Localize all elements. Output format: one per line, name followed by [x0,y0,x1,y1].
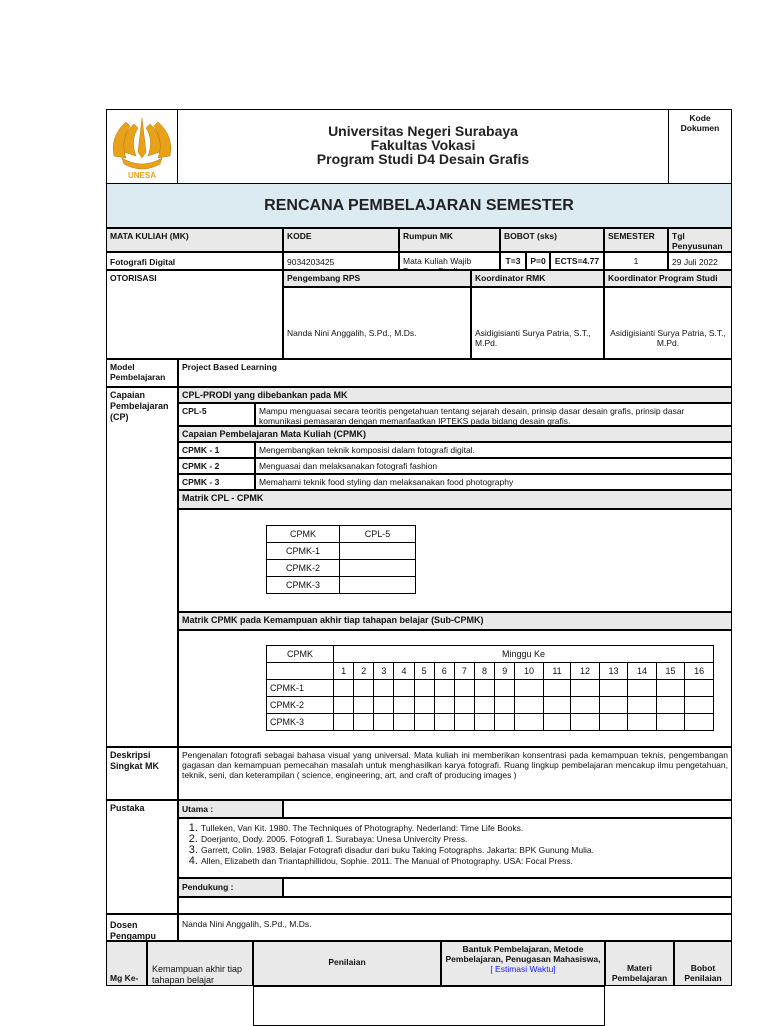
matrik-sub-row: CPMK-3 [267,714,334,731]
cpmk-code: CPMK - 2 [178,458,255,474]
cpmk-header: Capaian Pembelajaran Mata Kuliah (CPMK) [178,426,732,442]
matrik-sub-cpmk-label: CPMK [267,646,334,663]
matrik-cpl-table [266,525,416,594]
week-number: 2 [354,663,374,680]
bobot-penilaian-header: Bobot Penilaian [674,941,732,986]
course-semester: 1 [604,252,668,270]
matrik-cpl-head: CPL-5 [340,526,416,543]
semester-header: SEMESTER [604,228,668,252]
otorisasi-label: OTORISASI [106,270,283,359]
reference-item: 2. Doerjanto, Dody. 2005. Fotografi 1. Surabaya: Unesa Univercity Press. [201,834,731,845]
kaprodi-label: Koordinator Program Studi [604,270,732,287]
university-name: Universitas Negeri Surabaya [328,123,518,139]
bobot-p: P=0 [526,252,550,270]
reference-item: 3. Garrett, Colin. 1983. Belajar Fotografi disadur dari buku Taking Fotographs. Jakarta: BPK Gunung Mulia. [201,845,731,856]
svg-text:UNESA: UNESA [127,171,157,180]
bantuk-text: Bantuk Pembelajaran, Metode Pembelajaran, Penugasan Mahasiswa, [445,944,601,964]
week-number: 14 [628,663,657,680]
kemampuan-header: Kemampuan akhir tiap tahapan belajar [147,941,253,986]
utama-list-box [178,818,732,878]
week-number: 15 [656,663,685,680]
utama-list [179,823,731,867]
document-title: RENCANA PEMBELAJARAN SEMESTER [106,183,732,228]
cpmk-code: CPMK - 1 [178,442,255,458]
reference-item: 4. Allen, Elizabeth dan Triantaphillidou, Sophie. 2011. The Manual of Photography. USA: Focal Press. [201,856,731,867]
cpl-header: CPL-PRODI yang dibebankan pada MK [178,387,732,403]
week-number: 12 [571,663,600,680]
model-label: Model Pembelajaran [106,359,178,387]
week-number: 10 [515,663,544,680]
unesa-logo-icon [108,112,176,182]
model-value: Project Based Learning [178,359,732,387]
pustaka-label: Pustaka [106,800,178,914]
mk-header: MATA KULIAH (MK) [106,228,283,252]
week-number: 11 [543,663,570,680]
deskripsi-label: Deskripsi Singkat MK [106,747,178,800]
pendukung-label: Pendukung : [178,878,283,897]
pengembang-label: Pengembang RPS [283,270,471,287]
matrik-cpl-header: Matrik CPL - CPMK [178,490,732,509]
kode-header: KODE [283,228,399,252]
week-number: 6 [434,663,454,680]
cpmk-code: CPMK - 3 [178,474,255,490]
program-name: Program Studi D4 Desain Grafis [316,151,530,167]
matrik-cpl-head: CPMK [267,526,340,543]
matrik-sub-header: Matrik CPMK pada Kemampuan akhir tiap tahapan belajar (Sub-CPMK) [178,612,732,630]
tgl-header: Tgl Penyusunan [668,228,732,252]
dosen-label: Dosen Pengampu [106,914,178,941]
matrik-cpl-area [178,509,732,612]
penilaian-header: Penilaian [253,941,441,986]
reference-item: 1. Tulleken, Van Kit. 1980. The Techniques of Photography. Nederland: Time Life Books. [201,823,731,834]
course-rumpun: Mata Kuliah Wajib [399,252,500,270]
week-number: 13 [599,663,628,680]
week-number: 7 [454,663,474,680]
estimasi-text: [ Estimasi Waktu] [490,964,556,974]
matrik-sub-row: CPMK-1 [267,680,334,697]
matrik-cpl-row: CPMK-2 [267,560,340,577]
rmk-name: Asidigisianti Surya Patria, S.T., M.Pd. [475,328,591,348]
week-number: 5 [414,663,434,680]
utama-label: Utama : [178,800,283,818]
deskripsi-text: Pengenalan fotografi sebagai bahasa visual yang universal. Mata kuliah ini memberikan konsentrasi pada kemampuan teknis, pengembangan gagasan dan kemampuan pemecahan masalah untuk menghasilkan karya fotografi. Ruang lingkup pembelajaran mencakup ilmu pengetahuan, teknik, seni, dan keterampilan ( science, engineering, art, and craft of producing images ) [178,747,732,800]
week-number: 16 [685,663,714,680]
dosen-value: Nanda Nini Anggalih, S.Pd., M.Ds. [178,914,732,941]
matrik-sub-table [266,645,714,731]
week-number: 1 [334,663,354,680]
cpmk-text: Mengembangkan teknik komposisi dalam fotografi digital. [255,442,732,458]
week-number: 4 [394,663,414,680]
faculty-name: Fakultas Vokasi [370,137,476,153]
materi-header: Materi Pembelajaran [605,941,674,986]
matrik-cpl-row: CPMK-1 [267,543,340,560]
bobot-header: BOBOT (sks) [500,228,604,252]
cp-label: Capaian Pembelajaran (CP) [110,390,169,422]
week-number: 3 [374,663,394,680]
matrik-sub-row: CPMK-2 [267,697,334,714]
matrik-cpl-row: CPMK-3 [267,577,340,594]
cpmk-text: Memahami teknik food styling dan melaksanakan food photography [255,474,732,490]
cpl-text: Mampu menguasai secara teoritis pengetahuan tentang sejarah desain, prinsip dasar desain grafis, prinsip dasar komunikasi pemasaran dengan memanfaatkan IPTEKS pada bidang desain grafis. [255,403,732,426]
course-name: Fotografi Digital [106,252,283,270]
bobot-ects: ECTS=4.77 [550,252,604,270]
cpmk-text: Menguasai dan melaksanakan fotografi fashion [255,458,732,474]
unesa-logo [108,112,176,182]
doc-code-label: Kode Dokumen [680,113,720,133]
rmk-label: Koordinator RMK [471,270,604,287]
course-date: 29 Juli 2022 [668,252,732,270]
pengembang-name: Nanda Nini Anggalih, S.Pd., M.Ds. [287,328,417,338]
cpl-code: CPL-5 [178,403,255,426]
bantuk-header [441,941,605,986]
rumpun-header: Rumpun MK [399,228,500,252]
mg-ke-header: Mg Ke- [106,941,147,986]
week-number: 9 [495,663,515,680]
bobot-t: T=3 [500,252,526,270]
week-number: 8 [474,663,494,680]
kaprodi-name: Asidigisianti Surya Patria, S.T., M.Pd. [610,328,726,348]
institution-block [178,124,668,166]
matrik-sub-minggu-label: Minggu Ke [334,646,714,663]
course-code: 9034203425 [283,252,399,270]
